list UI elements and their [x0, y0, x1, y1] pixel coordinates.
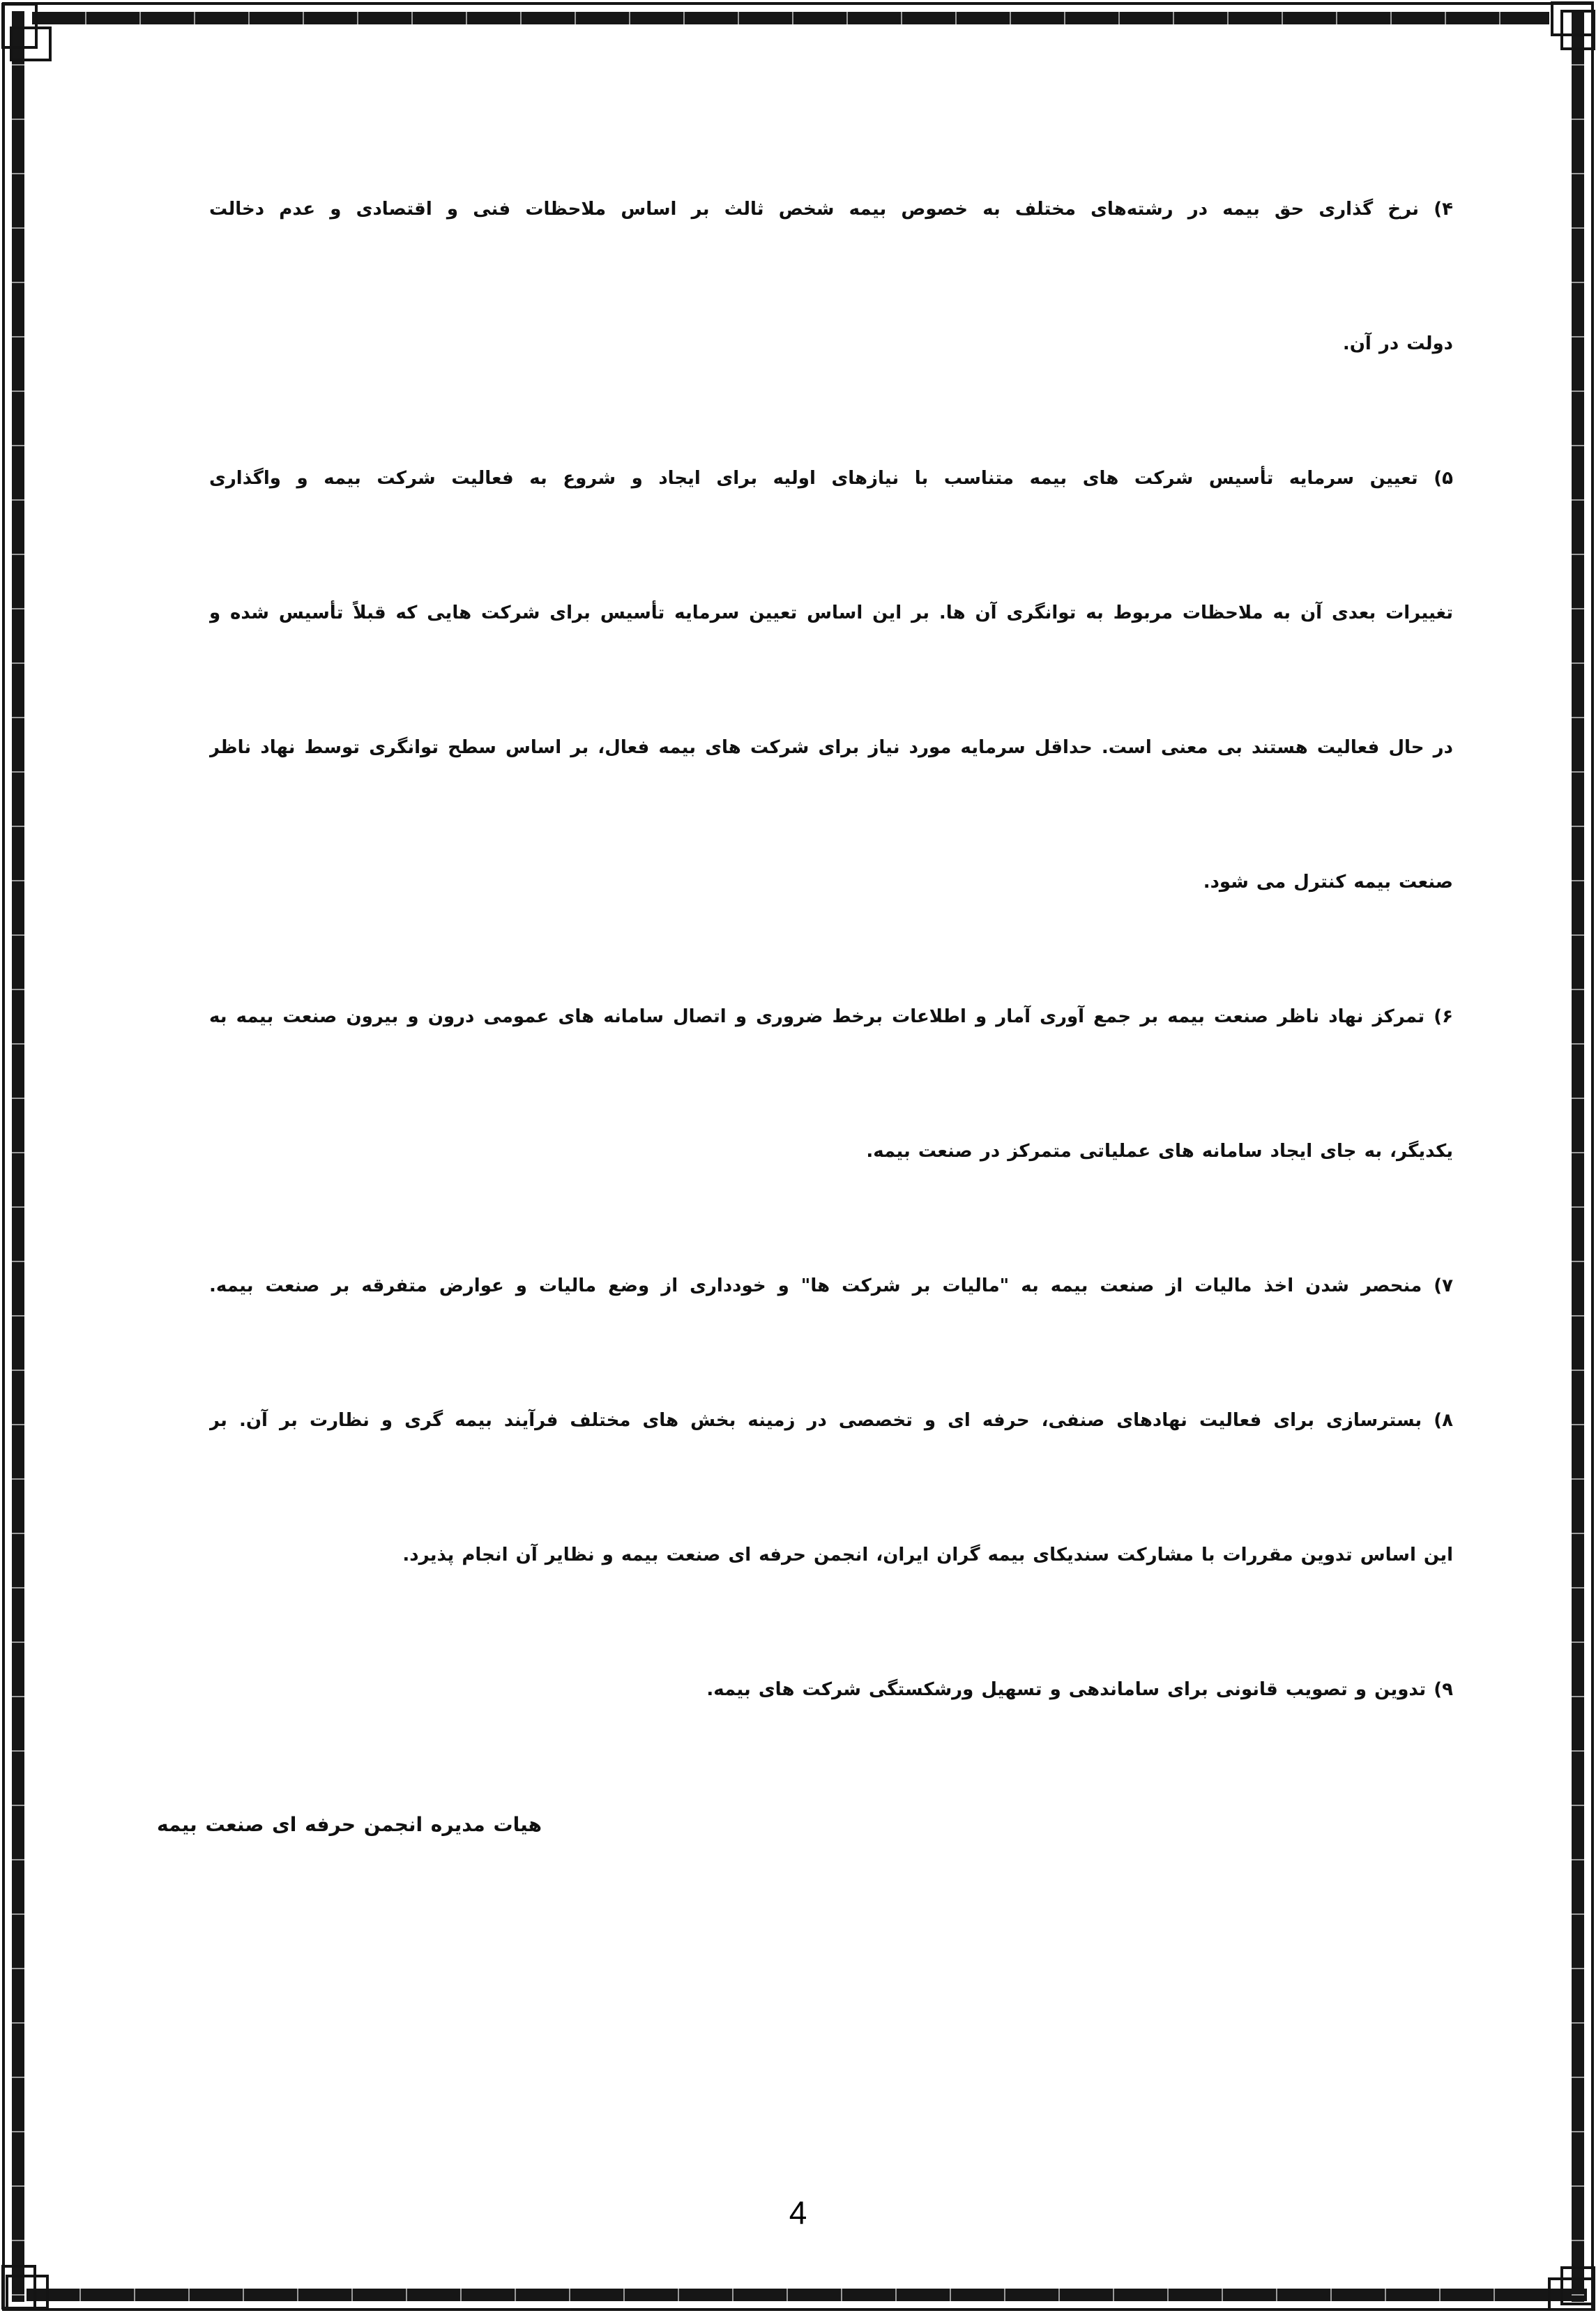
text-line-item7: ۷) منحصر شدن اخذ مالیات از صنعت بیمه به "مالیات بر شرکت ها" و خودداری از وضع مالیات و عوارض متفرقه بر صنعت بیمه. [209, 1275, 1453, 1296]
text-line-item4-2: دولت در آن. [1342, 333, 1453, 354]
corner-ornament-bottom-right [1549, 2268, 1594, 2310]
corner-ornament-bottom-left [3, 2266, 47, 2308]
page-number: 4 [789, 2194, 807, 2231]
text-line-item4-1: ۴) نرخ گذاری حق بیمه در رشته‌های مختلف به خصوص بیمه شخص ثالث بر اساس ملاحظات فنی و اقتصادی و عدم دخالت [209, 199, 1453, 220]
text-line-item9: ۹) تدوین و تصویب قانونی برای ساماندهی و تسهیل ورشکستگی شرکت های بیمه. [706, 1679, 1453, 1700]
text-line-item6-2: یکدیگر، به جای ایجاد سامانه های عملیاتی متمرکز در صنعت بیمه. [866, 1141, 1453, 1162]
text-line-item8-2: این اساس تدوین مقررات با مشارکت سندیکای بیمه گران ایران، انجمن حرفه ای صنعت بیمه و نظایر آن انجام پذیرد. [402, 1545, 1453, 1565]
text-line-item5-2: تغییرات بعدی آن به ملاحظات مربوط به توانگری آن ها. بر این اساس تعیین سرمایه تأسیس برای شرکت هایی که قبلاً تأسیس شده و [209, 602, 1453, 623]
corner-ornament-top-left [3, 4, 50, 60]
text-line-item8-1: ۸) بسترسازی برای فعالیت نهادهای صنفی، حرفه ای و تخصصی در زمینه بخش های مختلف فرآیند بیمه گری و نظارت بر آن. بر [209, 1410, 1453, 1431]
text-line-item5-4: صنعت بیمه کنترل می شود. [1203, 872, 1453, 893]
text-line-item5-1: ۵) تعیین سرمایه تأسیس شرکت های بیمه متناسب با نیازهای اولیه برای ایجاد و شروع به فعالیت شرکت بیمه و واگذاری [209, 468, 1453, 489]
text-line-item5-3: در حال فعالیت هستند بی معنی است. حداقل سرمایه مورد نیاز برای شرکت های بیمه فعال، بر اساس سطح توانگری توسط نهاد ناظر [209, 737, 1453, 758]
text-line-item6-1: ۶) تمرکز نهاد ناظر صنعت بیمه بر جمع آوری آمار و اطلاعات برخط ضروری و اتصال سامانه های عمومی درون و بیرون صنعت بیمه به [209, 1006, 1453, 1027]
corner-ornament-top-right [1552, 3, 1594, 49]
document-body [157, 142, 1453, 1892]
signature-line: هیات مدیره انجمن حرفه ای صنعت بیمه [157, 1813, 542, 1836]
